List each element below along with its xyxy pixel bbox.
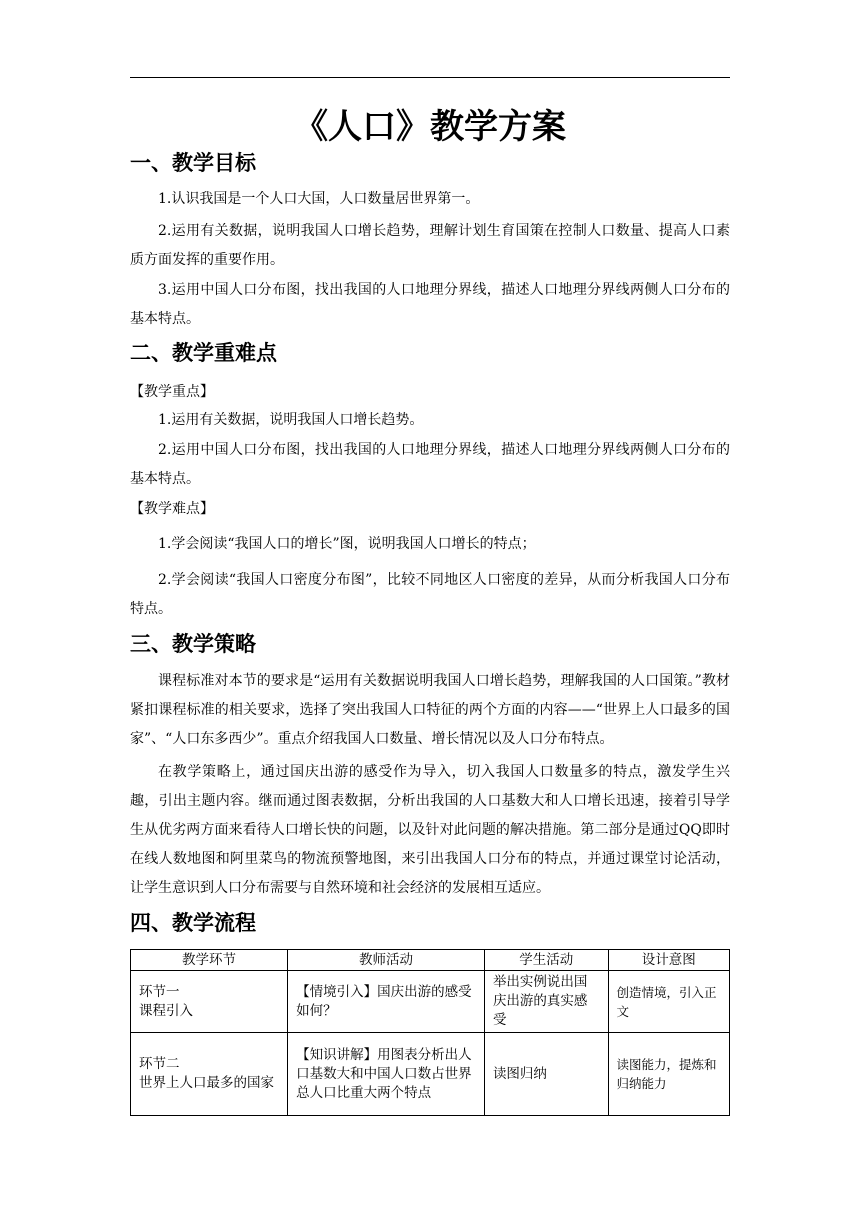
- teacher-activity-cell: 【情境引入】国庆出游的感受如何？: [288, 971, 485, 1033]
- design-intent-cell: 读图能力，提炼和归纳能力: [608, 1033, 730, 1116]
- table-row: [131, 1033, 730, 1116]
- header-rule: [130, 77, 730, 78]
- section-heading-objectives: 一、教学目标: [130, 150, 256, 175]
- section-heading-flow: 四、教学流程: [130, 910, 256, 935]
- objective-2: 2.运用有关数据，说明我国人口增长趋势，理解计划生育国策在控制人口数量、提高人口素质方面发挥的重要作用。: [130, 223, 730, 268]
- stage-number: 环节二: [139, 1056, 180, 1072]
- strategy-paragraph-2: 在教学策略上，通过国庆出游的感受作为导入，切入我国人口数量多的特点，激发学生兴趣，引出主题内容。继而通过图表数据，分析出我国的人口基数大和人口增长迅速，接着引导学生从优劣两方面来看待人口增长快的问题，以及针对此问题的解决措施。第二部分是通过QQ即时在线人数地图和阿里菜鸟的物流预警地图，来引出我国人口分布的特点，并通过课堂讨论活动，让学生意识到人口分布需要与自然环境和社会经济的发展相互适应。: [130, 764, 730, 896]
- header-teacher-activity: 教师活动: [288, 950, 485, 971]
- stage-name: 世界上人口最多的国家: [139, 1075, 274, 1091]
- header-stage: 教学环节: [131, 950, 288, 971]
- section-heading-strategy: 三、教学策略: [130, 631, 256, 656]
- teaching-flow-table: [130, 949, 730, 1116]
- stage-number: 环节一: [139, 983, 180, 1000]
- key-point-2: 2.运用中国人口分布图，找出我国的人口地理分界线，描述人口地理分界线两侧人口分布的基本特点。: [130, 442, 730, 487]
- difficult-point-1: 1.学会阅读“我国人口的增长”图，说明我国人口增长的特点；: [158, 536, 536, 552]
- key-point-1: 1.运用有关数据，说明我国人口增长趋势。: [158, 412, 424, 428]
- objective-1: 1.认识我国是一个人口大国，人口数量居世界第一。: [158, 191, 480, 207]
- stage-cell: [131, 1033, 288, 1116]
- header-student-activity: 学生活动: [484, 950, 608, 971]
- difficult-points-label: 【教学难点】: [130, 501, 214, 517]
- student-activity-cell: 读图归纳: [484, 1033, 608, 1116]
- table-row: [131, 971, 730, 1033]
- document-title: 《人口》教学方案: [294, 107, 566, 147]
- table-header-row: [131, 950, 730, 971]
- teacher-activity-cell: 【知识讲解】用图表分析出人口基数大和中国人口数占世界总人口比重大两个特点: [288, 1033, 485, 1116]
- design-intent-cell: 创造情境，引入正文: [608, 971, 730, 1033]
- objective-3: 3.运用中国人口分布图，找出我国的人口地理分界线，描述人口地理分界线两侧人口分布的基本特点。: [130, 282, 730, 327]
- student-activity-cell: 举出实例说出国庆出游的真实感受: [484, 971, 608, 1033]
- strategy-paragraph-1: 课程标准对本节的要求是“运用有关数据说明我国人口增长趋势，理解我国的人口国策。”教材紧扣课程标准的相关要求，选择了突出我国人口特征的两个方面的内容——“世界上人口最多的国家”、“人口东多西少”。重点介绍我国人口数量、增长情况以及人口分布特点。: [130, 673, 730, 747]
- difficult-point-2: 2.学会阅读“我国人口密度分布图”，比较不同地区人口密度的差异，从而分析我国人口分布特点。: [130, 572, 730, 617]
- section-heading-key-points: 二、教学重难点: [130, 340, 277, 365]
- header-design-intent: 设计意图: [608, 950, 730, 971]
- stage-name: 课程引入: [139, 1002, 193, 1019]
- key-points-label: 【教学重点】: [130, 384, 214, 400]
- stage-cell: [131, 971, 288, 1033]
